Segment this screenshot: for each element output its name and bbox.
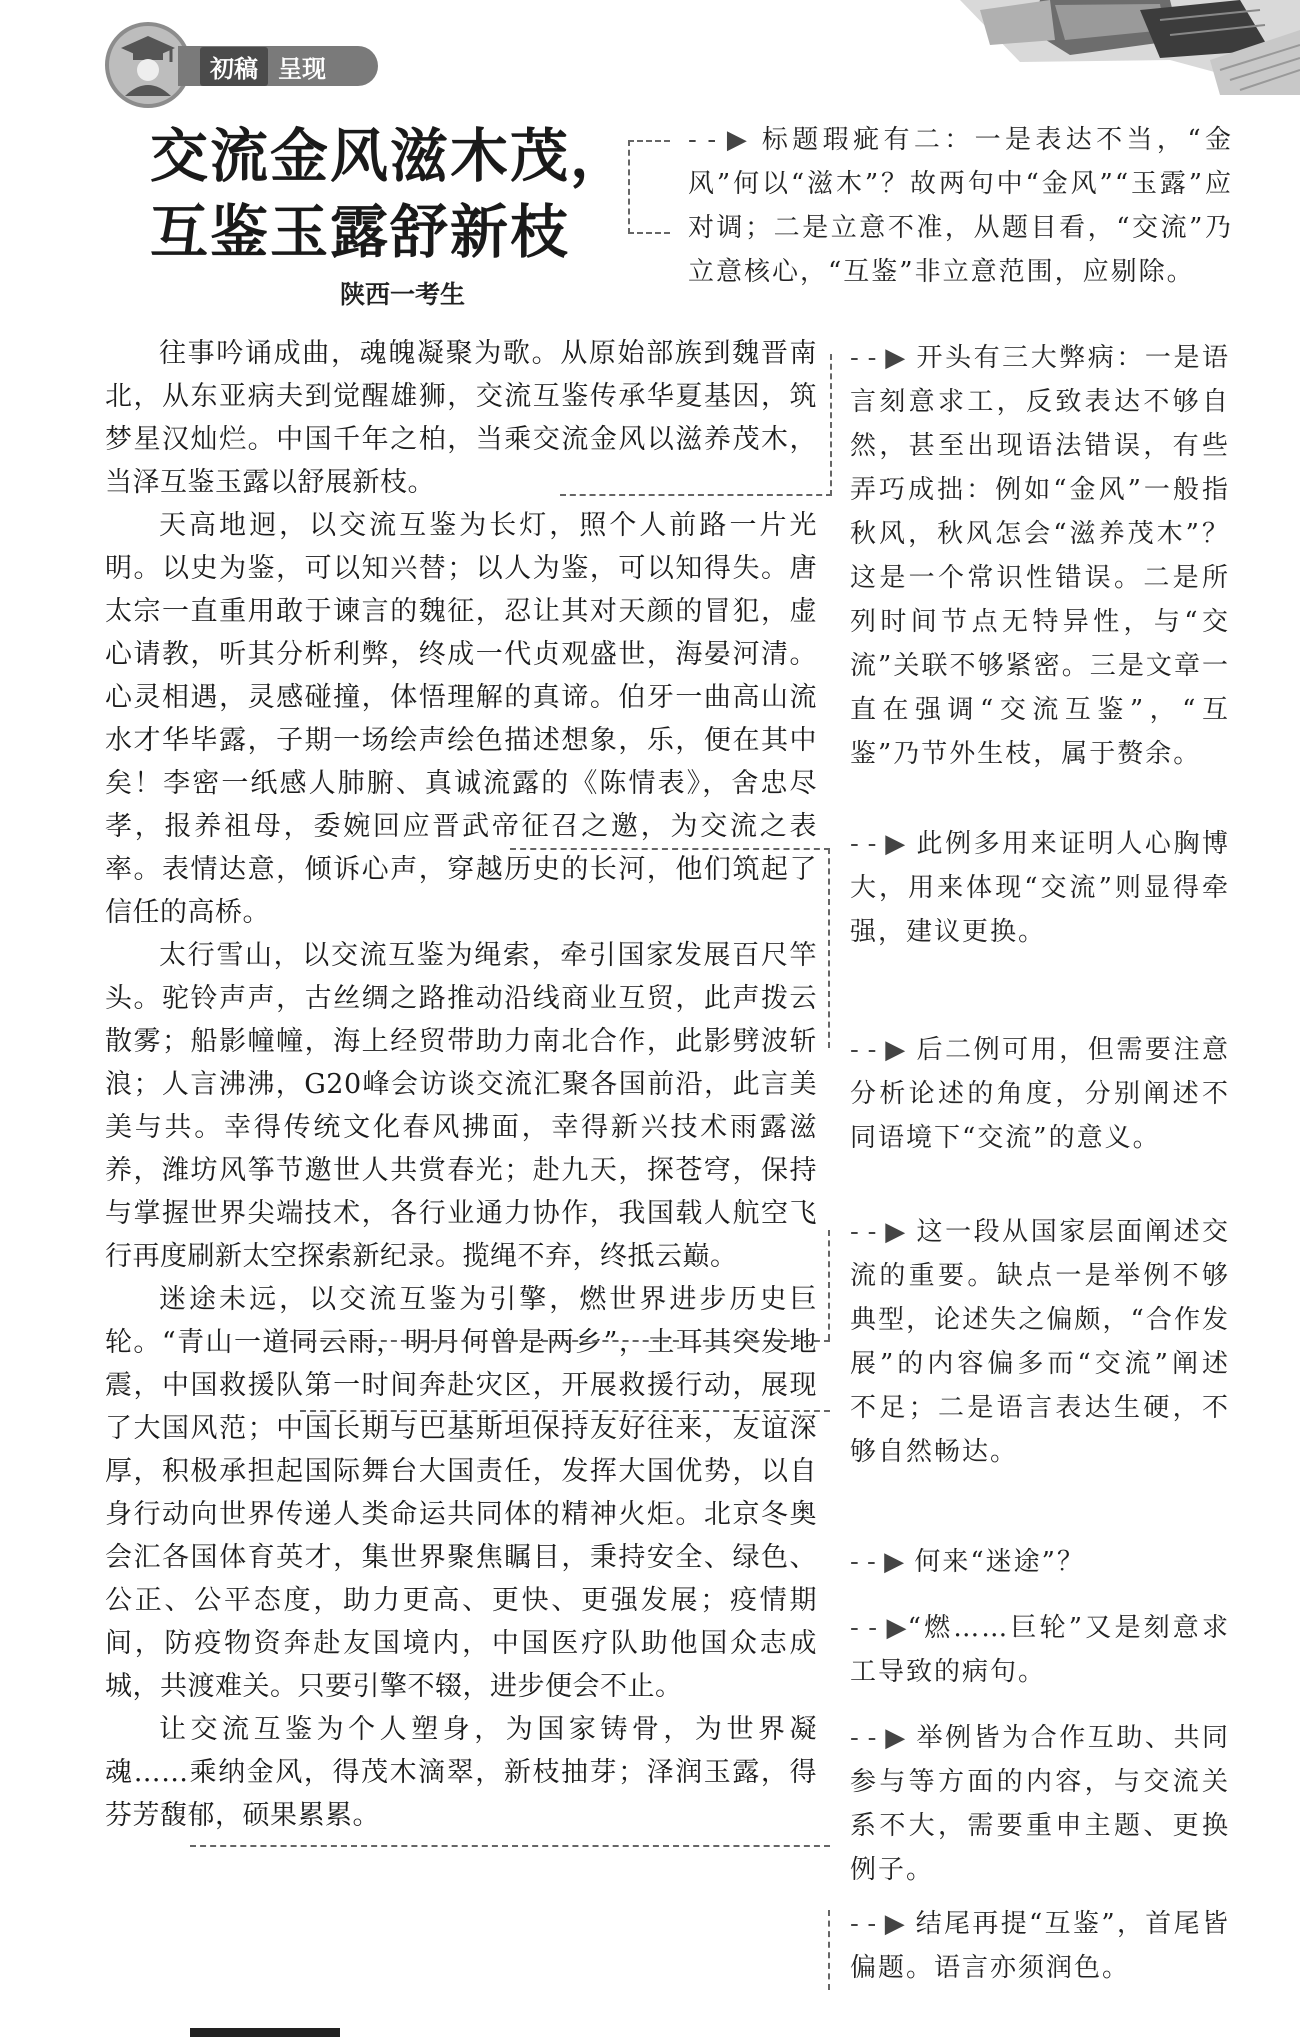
note-later-examples xyxy=(850,1028,1230,1160)
connector-world xyxy=(300,1410,830,1412)
note-examples-world xyxy=(850,1716,1230,1892)
paragraph-5: 让交流互鉴为个人塑身，为国家铸骨，为世界凝魂……乘纳金风，得茂木滴翠，新枝抽芽；泽润玉露，得芬芳馥郁，硕果累累。 xyxy=(105,1714,817,1831)
note-national xyxy=(850,1210,1230,1474)
connector-examples-world xyxy=(190,1845,830,1847)
paragraph-1: 往事吟诵成曲，魂魄凝聚为歌。从原始部族到魏晋南北，从东亚病夫到觉醒雄狮，交流互鉴传承华夏基因，筑梦星汉灿烂。中国千年之柏，当乘交流金风以滋养茂木，当泽互鉴玉露以舒展新枝。 xyxy=(105,338,817,498)
arrow-icon: - - ▶ xyxy=(850,1723,906,1753)
arrow-icon: - - ▶ xyxy=(850,1613,908,1643)
section-tag-first: 初稿 xyxy=(200,47,268,86)
note-text: 开头有三大弊病：一是语言刻意求工，反致表达不够自然，甚至出现语法错误，有些弄巧成拙：例如“金风”一般指秋风，秋风怎会“滋养茂木”？这是一个常识性错误。二是所列时间节点无特异性，与“交流”关联不够紧密。三是文章一直在强调“交流互鉴”，“互鉴”乃节外生枝，属于赘余。 xyxy=(850,343,1230,769)
note-text: 后二例可用，但需要注意分析论述的角度，分别阐述不同语境下“交流”的意义。 xyxy=(850,1035,1230,1153)
note-lost-way xyxy=(850,1540,1230,1584)
note-text: 这一段从国家层面阐述交流的重要。缺点一是举例不够典型，论述失之偏颇，“合作发展”的内容偏多而“交流”阐述不足；二是语言表达生硬，不够自然畅达。 xyxy=(850,1217,1230,1467)
arrow-icon: - - ▶ xyxy=(850,1035,906,1065)
section-tag-second: 呈现 xyxy=(278,54,326,83)
note-title xyxy=(688,118,1233,294)
paragraph-4: 迷途未远，以交流互鉴为引擎，燃世界进步历史巨轮。“青山一道同云雨，明月何曾是两乡”，土耳其突发地震，中国救援队第一时间奔赴灾区，开展救援行动，展现了大国风范；中国长期与巴基斯坦保持友好往来，友谊深厚，积极承担起国际舞台大国责任，发挥大国优势，以自身行动向世界传递人类命运共同体的精神火炬。北京冬奥会汇各国体育英才，集世界聚焦瞩目，秉持安全、绿色、公正、公平态度，助力更高、更快、更强发展；疫情期间，防疫物资奔赴友国境内，中国医疗队助他国众志成城，共渡难关。只要引擎不辍，进步便会不止。 xyxy=(105,1284,817,1702)
connector-opening xyxy=(560,354,832,496)
note-text: 标题瑕疵有二：一是表达不当，“金风”何以“滋木”？故两句中“金风”“玉露”应对调；二是立意不准，从题目看，“交流”乃立意核心，“互鉴”非立意范围，应剔除。 xyxy=(688,125,1233,287)
title-line-1: 交流金风滋木茂， xyxy=(150,122,631,190)
arrow-icon: - - ▶ xyxy=(688,125,750,155)
books-illustration xyxy=(840,0,1300,95)
section-tag xyxy=(178,46,378,86)
note-ending xyxy=(850,1902,1230,1990)
arrow-icon: - - ▶ xyxy=(850,829,906,859)
title-line-2: 互鉴玉露舒新枝 xyxy=(150,198,571,266)
arrow-icon: - - ▶ xyxy=(850,1217,906,1247)
connector-ending xyxy=(828,1910,830,1990)
article-body xyxy=(105,332,817,1837)
note-text: 举例皆为合作互助、共同参与等方面的内容，与交流关系不大，需要重申主题、更换例子。 xyxy=(850,1723,1230,1885)
connector-national xyxy=(270,1340,830,1342)
arrow-icon: - - ▶ xyxy=(850,1547,905,1577)
connector-example xyxy=(510,848,830,850)
paragraph-2: 天高地迥，以交流互鉴为长灯，照个人前路一片光明。以史为鉴，可以知兴替；以人为鉴，可以知得失。唐太宗一直重用敢于谏言的魏征，忍让其对天颜的冒犯，虚心请教，听其分析利弊，终成一代贞观盛世，海晏河清。心灵相遇，灵感碰撞，体悟理解的真谛。伯牙一曲高山流水才华毕露，子期一场绘声绘色描述想象，乐，便在其中矣！李密一纸感人肺腑、真诚流露的《陈情表》，舍忠尽孝，报养祖母，委婉回应晋武帝征召之邀，为交流之表率。表情达意，倾诉心声，穿越历史的长河，他们筑起了信任的高桥。 xyxy=(105,510,817,928)
paragraph-3: 太行雪山，以交流互鉴为绳索，牵引国家发展百尺竿头。驼铃声声，古丝绸之路推动沿线商业互贸，此声拨云散雾；船影幢幢，海上经贸带助力南北合作，此影劈波斩浪；人言沸沸，G20峰会访谈交流汇聚各国前沿，此言美美与共。幸得传统文化春风拂面，幸得新兴技术雨露滋养，潍坊风筝节邀世人共赏春光；赴九天，探苍穹，保持与掌握世界尖端技术，各行业通力协作，我国载人航空飞行再度刷新太空探索新纪录。揽绳不弃，终抵云巅。 xyxy=(105,940,817,1272)
arrow-icon: - - ▶ xyxy=(850,1909,906,1939)
footer-bar xyxy=(190,2028,340,2037)
note-wheel xyxy=(850,1606,1230,1694)
note-text: “燃……巨轮”又是刻意求工导致的病句。 xyxy=(850,1613,1230,1687)
note-text: 何来“迷途”？ xyxy=(904,1547,1085,1577)
connector-later-examples xyxy=(828,848,830,1048)
article-author: 陕西一考生 xyxy=(340,280,466,309)
note-text: 此例多用来证明人心胸博大，用来体现“交流”则显得牵强，建议更换。 xyxy=(850,829,1230,947)
note-opening xyxy=(850,336,1230,776)
connector-national-vert xyxy=(828,1230,830,1340)
arrow-icon: - - ▶ xyxy=(850,343,906,373)
note-text: 结尾再提“互鉴”，首尾皆偏题。语言亦须润色。 xyxy=(850,1909,1230,1983)
connector-title xyxy=(628,140,670,234)
article-title xyxy=(150,118,650,270)
note-example xyxy=(850,822,1230,954)
